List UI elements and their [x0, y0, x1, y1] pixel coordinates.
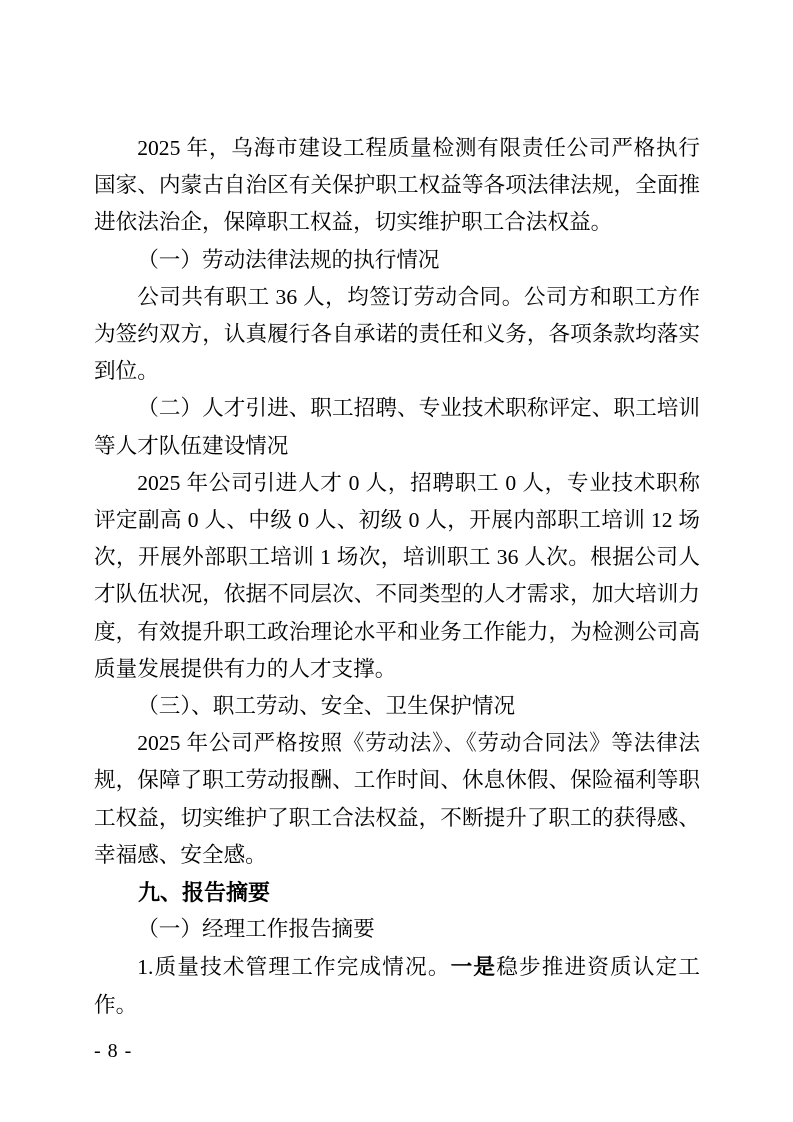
paragraph-talent-details: 2025 年公司引进人才 0 人，招聘职工 0 人，专业技术职称评定副高 0 人、中级 0 人、初级 0 人，开展内部职工培训 12 场次，开展外部职工培训 1 场次，培训职工 36 人次。根据公司人才队伍状况，依据不同层次、不同类型的人才需求，加大培训力度，有效提升职工政治理论水平和业务工作能力，为检测公司高质量发展提供有力的人才支撑。	[94, 470, 700, 681]
subheading-labor-safety-health: （三）、职工劳动、安全、卫生保护情况	[137, 694, 516, 719]
subheading-talent-team-building: （二）人才引进、职工招聘、专业技术职称评定、职工培训等人才队伍建设情况	[94, 396, 700, 458]
run-plain-tail: 稳步推进资质认定工作。	[94, 955, 700, 1017]
paragraph-safety-details: 2025 年公司严格按照《劳动法》、《劳动合同法》等法律法规，保障了职工劳动报酬、工作时间、休息休假、保险福利等职工权益，切实维护了职工合法权益，不断提升了职工的获得感、幸福感、安全感。	[94, 731, 700, 867]
paragraph-quality-management	[94, 948, 700, 1023]
document-body	[94, 130, 700, 1024]
run-bold-emphasis: 一是	[450, 954, 497, 980]
heading-report-summary: 九、报告摘要	[138, 880, 271, 906]
paragraph-labor-contracts: 公司共有职工 36 人，均签订劳动合同。公司方和职工方作为签约双方，认真履行各自承诺的责任和义务，各项条款均落实到位。	[94, 284, 700, 384]
subheading-labor-law-execution: （一）劳动法律法规的执行情况	[137, 247, 440, 272]
run-plain-lead: 1.质量技术管理工作完成情况。	[137, 955, 451, 980]
page-number: - 8 -	[94, 1040, 133, 1062]
subheading-manager-report-summary: （一）经理工作报告摘要	[137, 917, 375, 942]
intro-paragraph: 2025 年，乌海市建设工程质量检测有限责任公司严格执行国家、内蒙古自治区有关保护职工权益等各项法律法规，全面推进依法治企，保障职工权益，切实维护职工合法权益。	[94, 136, 700, 235]
